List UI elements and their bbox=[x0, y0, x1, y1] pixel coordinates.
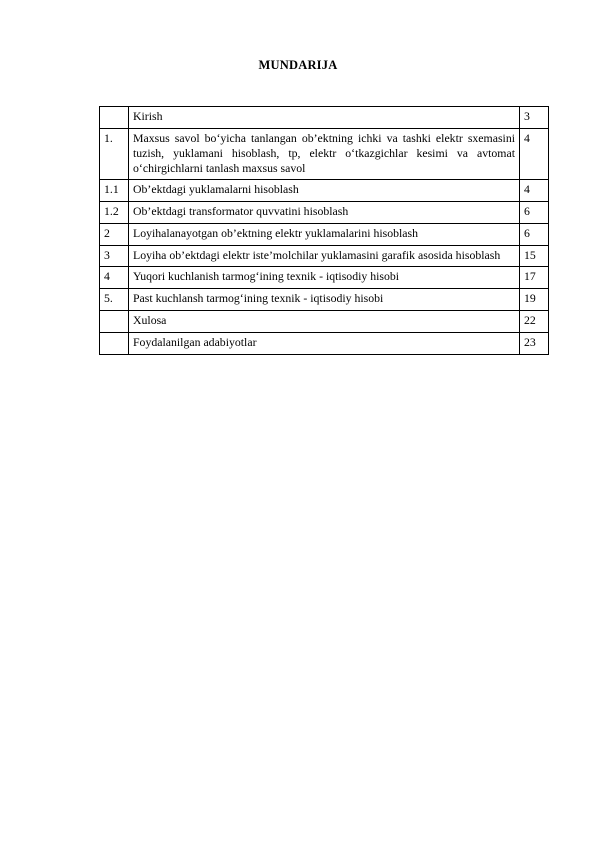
table-of-contents bbox=[99, 106, 549, 355]
section-number bbox=[100, 311, 129, 333]
section-number: 1.2 bbox=[100, 202, 129, 224]
table-row bbox=[100, 246, 549, 267]
section-title: Maxsus savol bo‘yicha tanlangan ob’ektning ichki va tashki elektr sxemasini tuzish, yuklamani hisoblash, tp, elektr o‘tkazgichlar kesimi va avtomat o‘chirgichlarni tanlash maxsus savol bbox=[129, 129, 520, 180]
page-number: 6 bbox=[520, 224, 549, 246]
table-row bbox=[100, 311, 549, 333]
page-title: MUNDARIJA bbox=[258, 58, 338, 72]
section-title: Loyihalanayotgan ob’ektning elektr yuklamalarini hisoblash bbox=[129, 224, 520, 246]
table-row bbox=[100, 224, 549, 246]
section-number: 5. bbox=[100, 289, 129, 311]
section-title: Yuqori kuchlanish tarmog‘ining texnik - iqtisodiy hisobi bbox=[129, 267, 520, 289]
page-number: 4 bbox=[520, 180, 549, 202]
section-number: 4 bbox=[100, 267, 129, 289]
page-number: 17 bbox=[520, 267, 549, 289]
table-row bbox=[100, 107, 549, 129]
page-number: 6 bbox=[520, 202, 549, 224]
table-row bbox=[100, 333, 549, 355]
section-number bbox=[100, 333, 129, 355]
page-number: 15 bbox=[520, 246, 549, 267]
section-number bbox=[100, 107, 129, 129]
section-title: Foydalanilgan adabiyotlar bbox=[129, 333, 520, 355]
section-number: 3 bbox=[100, 246, 129, 267]
page-number: 19 bbox=[520, 289, 549, 311]
table-row bbox=[100, 129, 549, 180]
section-title: Xulosa bbox=[129, 311, 520, 333]
table-row bbox=[100, 202, 549, 224]
section-title: Ob’ektdagi yuklamalarni hisoblash bbox=[129, 180, 520, 202]
section-number: 2 bbox=[100, 224, 129, 246]
page-number: 3 bbox=[520, 107, 549, 129]
section-title: Kirish bbox=[129, 107, 520, 129]
section-number: 1.1 bbox=[100, 180, 129, 202]
table-row bbox=[100, 267, 549, 289]
table-row bbox=[100, 289, 549, 311]
section-number: 1. bbox=[100, 129, 129, 180]
section-title: Past kuchlansh tarmog‘ining texnik - iqtisodiy hisobi bbox=[129, 289, 520, 311]
section-title: Loyiha ob’ektdagi elektr iste’molchilar yuklamasini garafik asosida hisoblash bbox=[129, 246, 520, 267]
table-row bbox=[100, 180, 549, 202]
page-number: 4 bbox=[520, 129, 549, 180]
page-number: 22 bbox=[520, 311, 549, 333]
page-number: 23 bbox=[520, 333, 549, 355]
section-title: Ob’ektdagi transformator quvvatini hisoblash bbox=[129, 202, 520, 224]
